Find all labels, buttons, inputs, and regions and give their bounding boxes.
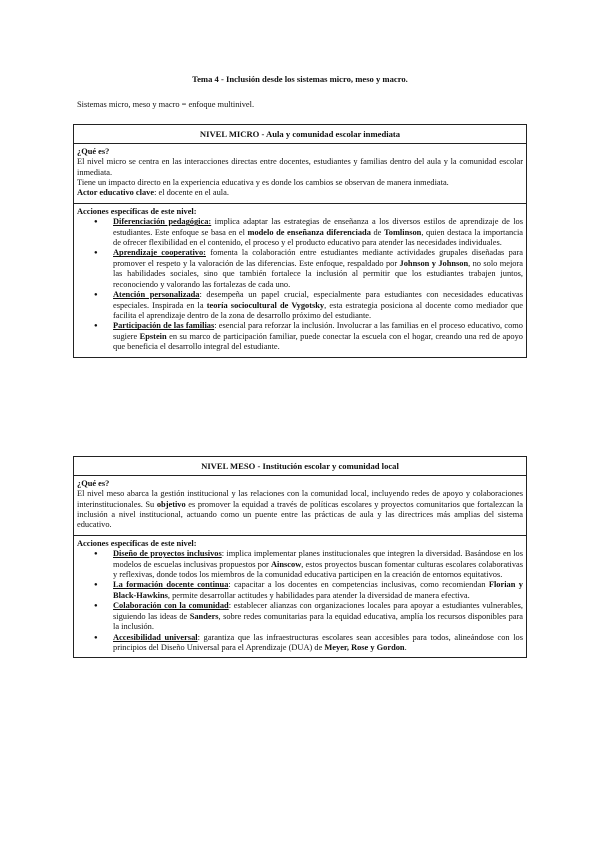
- item-text: fomenta la colaboración entre estudiantes mediante actividades grupales diseñadas para promover el respeto y la valoración de las diferencias. Este enfoque, respaldado por: [113, 248, 523, 268]
- micro-actor-label: Actor educativo clave: [77, 188, 155, 198]
- micro-actions-list: [77, 217, 523, 352]
- list-item: [113, 580, 523, 601]
- meso-desc-2: es promover la equidad a través de políticas escolares y proyectos comunitarios que fortalezcan la inclusión a nivel institucional, actuando como un puente entre las prácticas de aula y las directrices más amplias del sistema educativo.: [77, 499, 523, 530]
- list-item: [113, 248, 523, 290]
- micro-desc-2: Tiene un impacto directo en la experiencia educativa y es donde los cambios se observan de manera inmediata.: [77, 177, 449, 187]
- list-item: [113, 321, 523, 352]
- meso-actions-section: Acciones específicas de este nivel: ● Diseño de proyectos inclusivos: implica implementar planes institucionales que integren la diversidad. Basándose en los modelos de escuelas inclusivas propuestos por Ainscow, estos proyectos buscan fomentar culturas escolares colaborativas y reflexivas, donde todos los miembros de la comunidad educativa participen en la creación de entornos equitativos. ● La formación docente continua: capacitar a los docentes en competencias inclusivas, como recomiendan Florian y Black-Hawkins, permite desarrollar actitudes y habilidades para atender la diversidad de manera efectiva. ● Colaboración con la comunidad: establecer alianzas con organizaciones locales para apoyar a estudiantes vulnerables, siguiendo las ideas de Sanders, sobre redes comunitarias para la equidad educativa, amplía los recursos disponibles para la inclusión. ● Accesibilidad universal: garantiza que las infraestructuras escolares sean accesibles para todos, alineándose con los principios del Diseño Universal para el Aprendizaje (DUA) de Meyer, Rose y Gordon.: [74, 535, 526, 658]
- list-item: [113, 633, 523, 654]
- micro-heading: NIVEL MICRO - Aula y comunidad escolar inmediata: [74, 125, 526, 144]
- item-text: implica adaptar las estrategias de enseñanza a los diversos estilos de aprendizaje de los estudiantes. Este enfoque se basa en el: [113, 217, 523, 237]
- item-bold: Ainscow: [271, 559, 302, 569]
- list-item: [113, 549, 523, 580]
- item-text: , sobre redes comunitarias para la equidad educativa, amplía los recursos disponibles para la inclusión.: [113, 611, 523, 632]
- micro-actor-text: : el docente en el aula.: [154, 188, 229, 198]
- item-bold: modelo de enseñanza diferenciada: [247, 227, 371, 237]
- micro-actions-section: Acciones específicas de este nivel: ● Diferenciación pedagógica: implica adaptar las estrategias de enseñanza a los diversos estilos de aprendizaje de los estudiantes. Este enfoque se basa en el modelo de enseñanza diferenciada de Tomlinson, quien destaca la importancia de ofrecer flexibilidad en el contenido, el proceso y el producto educativo para atender las necesidades individuales. ● Aprendizaje cooperativo: fomenta la colaboración entre estudiantes mediante actividades grupales diseñadas para promover el respeto y la valoración de las diferencias. Este enfoque, respaldado por Johnson y Johnson, no solo mejora las habilidades sociales, sino que también fortalece la inclusión al permitir que los estudiantes trabajen juntos, reconociendo y valorando las fortalezas de cada uno. ● Atención personalizada: desempeña un papel crucial, especialmente para estudiantes con necesidades educativas especiales. Inspirada en la teoría sociocultural de Vygotsky, esta estrategia posiciona al docente como mediador que facilita el aprendizaje dentro de la zona de desarrollo próximo del estudiante. ● Participación de las familias: esencial para reforzar la inclusión. Involucrar a las familias en el proceso educativo, como sugiere Epstein en su marco de participación familiar, puede conectar la escuela con el hogar, creando una red de apoyo que beneficia el desarrollo integral del estudiante.: [74, 203, 526, 357]
- item-text: : esencial para reforzar la inclusión. Involucrar a las familias en el proceso educativo, como sugiere: [113, 321, 523, 341]
- item-term: Participación de las familias: [113, 321, 215, 331]
- item-bold: Sanders: [189, 611, 219, 621]
- item-text: en su marco de participación familiar, puede conectar la escuela con el hogar, creando una red de apoyo que beneficia el desarrollo integral del estudiante.: [113, 331, 523, 352]
- meso-actions-list: [77, 549, 523, 653]
- micro-level-box: [73, 124, 527, 358]
- meso-que-es-label: ¿Qué es?: [77, 478, 110, 488]
- document-title: Tema 4 - Inclusión desde los sistemas micro, meso y macro.: [192, 74, 408, 84]
- item-bold: Florian y Black-Hawkins: [113, 580, 523, 600]
- item-text: , quien destaca la importancia de ofrecer flexibilidad en el contenido, el proceso y el producto educativo para atender las necesidades individuales.: [113, 227, 523, 248]
- meso-desc: [77, 489, 523, 531]
- micro-acciones-label: Acciones específicas de este nivel: [77, 206, 194, 216]
- item-text: de: [370, 227, 384, 237]
- item-bold: Johnson y Johnson: [399, 258, 469, 268]
- item-text: : desempeña un papel crucial, especialmente para estudiantes con necesidades educativas especiales. Inspirada en la: [113, 290, 523, 310]
- list-item: [113, 290, 523, 321]
- list-item: [113, 601, 523, 632]
- meso-heading: NIVEL MESO - Institución escolar y comunidad local: [74, 457, 526, 476]
- item-term: Aprendizaje cooperativo:: [113, 248, 206, 258]
- meso-desc-bold: objetivo: [156, 499, 186, 509]
- item-term: Diferenciación pedagógica:: [113, 217, 212, 227]
- item-text: , no solo mejora las habilidades sociales, sino que también fortalece la inclusión al permitir que los estudiantes trabajen juntos, reconociendo y valorando las fortalezas de cada uno.: [113, 258, 523, 289]
- item-text: : implica implementar planes institucionales que integren la diversidad. Basándose en los modelos de escuelas inclusivas propuestos por: [113, 549, 523, 569]
- meso-what-section: [74, 476, 526, 535]
- item-bold: Meyer, Rose y Gordon: [324, 642, 405, 652]
- intro-line: Sistemas micro, meso y macro = enfoque multinivel.: [77, 100, 255, 109]
- item-term: Accesibilidad universal: [113, 632, 198, 642]
- item-term: La formación docente continua: [113, 580, 229, 590]
- list-item: [113, 217, 523, 248]
- item-bold: teoría sociocultural de Vygotsky: [206, 300, 325, 310]
- meso-desc-1: El nivel meso abarca la gestión institucional y las relaciones con la comunidad local, incluyendo redes de apoyo y colaboraciones interinstitucionales. Su: [77, 489, 523, 509]
- item-term: Atención personalizada: [113, 290, 200, 300]
- item-text: : capacitar a los docentes en competencias inclusivas, como recomiendan: [228, 580, 489, 590]
- micro-que-es-label: ¿Qué es?: [77, 146, 110, 156]
- item-text: , esta estrategia posiciona al docente como mediador que facilita el aprendizaje dentro de la zona de desarrollo próximo del estudiante.: [113, 300, 523, 320]
- item-bold: Tomlinson: [383, 227, 422, 237]
- item-text: , permite desarrollar actitudes y habilidades para atender la diversidad de manera efectiva.: [167, 590, 470, 600]
- item-term: Diseño de proyectos inclusivos: [113, 549, 222, 559]
- item-term: Colaboración con la comunidad: [113, 601, 229, 611]
- item-text: , estos proyectos buscan fomentar culturas escolares colaborativas y reflexivas, donde todos los miembros de la comunidad educativa participen en la creación de entornos equitativos.: [113, 559, 523, 580]
- meso-level-box: [73, 456, 527, 658]
- micro-desc-1: El nivel micro se centra en las interacciones directas entre docentes, estudiantes y familias dentro del aula y la comunidad escolar inmediata.: [77, 157, 523, 177]
- item-text: .: [404, 642, 407, 652]
- item-text: : garantiza que las infraestructuras escolares sean accesibles para todos, alineándose con los principios del Diseño Universal para el Aprendizaje (DUA) de: [113, 632, 523, 652]
- item-bold: Epstein: [139, 331, 167, 341]
- micro-what-section: [74, 144, 526, 203]
- micro-actor: [77, 188, 523, 198]
- item-text: : establecer alianzas con organizaciones locales para apoyar a estudiantes vulnerables, siguiendo las ideas de: [113, 601, 523, 621]
- meso-acciones-label: Acciones específicas de este nivel: [77, 538, 194, 548]
